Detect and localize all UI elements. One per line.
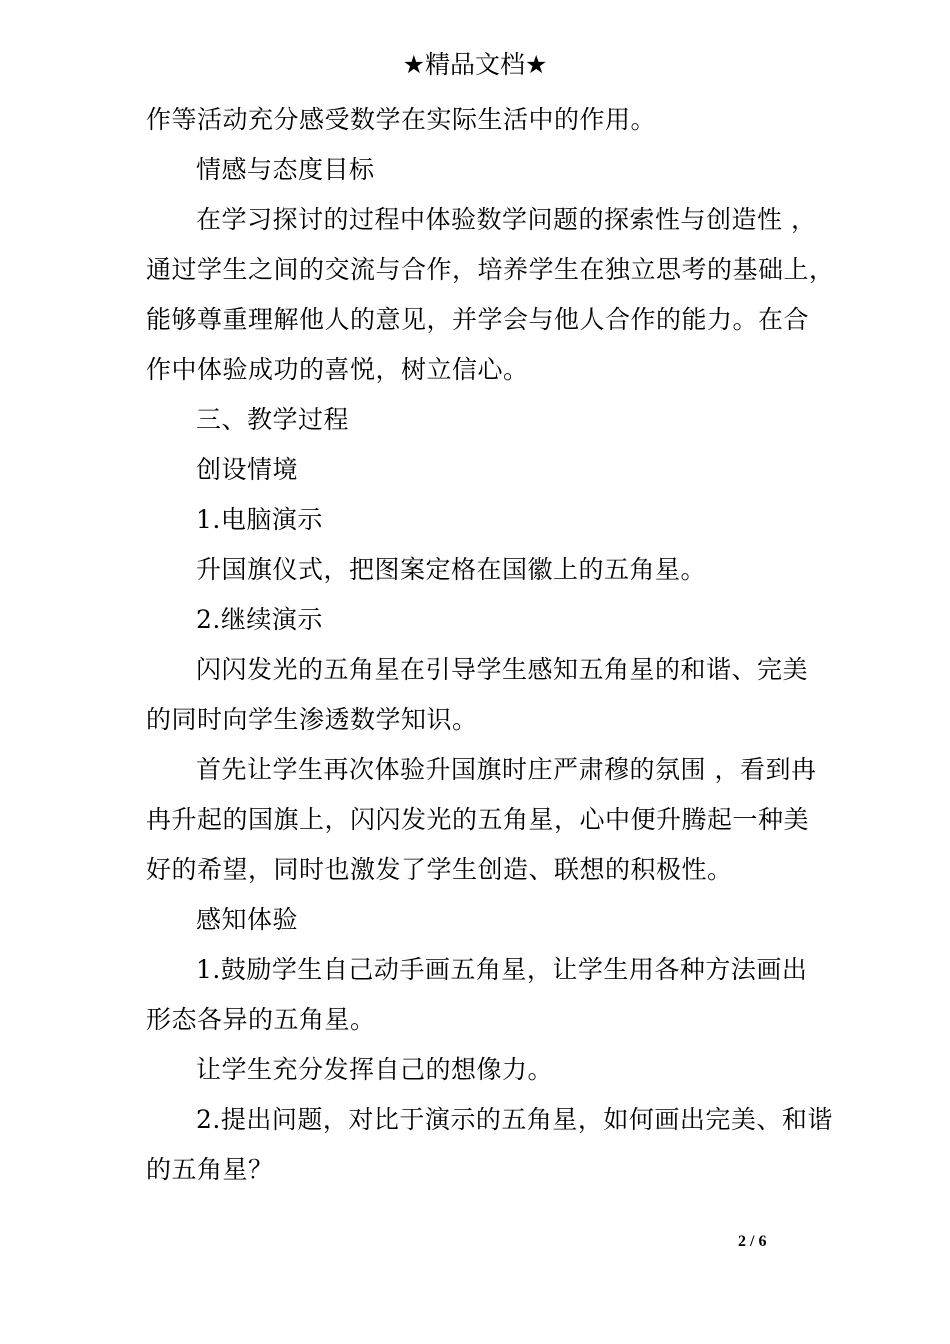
text-line: 冉升起的国旗上，闪闪发光的五角星，心中便升腾起一种美 bbox=[146, 805, 810, 834]
text-line: 在学习探讨的过程中体验数学问题的探索性与创造性 ， bbox=[196, 205, 817, 234]
text-line: 的五角星？ bbox=[146, 1155, 274, 1184]
document-body bbox=[146, 95, 835, 1195]
section-heading: 感知体验 bbox=[196, 905, 299, 934]
text-line: 通过学生之间的交流与合作，培养学生在独立思考的基础上， bbox=[146, 255, 835, 284]
section-heading: 三、教学过程 bbox=[196, 405, 350, 434]
text-line: 闪闪发光的五角星在引导学生感知五角星的和谐、完美 bbox=[196, 655, 809, 684]
text-line: 让学生充分发挥自己的想像力。 bbox=[196, 1055, 554, 1084]
section-heading: 创设情境 bbox=[196, 455, 299, 484]
list-item: 2.继续演示 bbox=[196, 605, 323, 634]
text-line: 首先让学生再次体验升国旗时庄严肃穆的氛围 ，看到冉 bbox=[196, 755, 817, 784]
list-item: 1.鼓励学生自己动手画五角星，让学生用各种方法画出 bbox=[196, 955, 808, 984]
section-heading: 情感与态度目标 bbox=[196, 155, 375, 184]
text-line: 的同时向学生渗透数学知识。 bbox=[146, 705, 478, 734]
text-line: 好的希望，同时也激发了学生创造、联想的积极性。 bbox=[146, 855, 733, 884]
text-line: 作中体验成功的喜悦，树立信心。 bbox=[146, 355, 529, 384]
list-item: 2.提出问题，对比于演示的五角星，如何画出完美、和谐 bbox=[196, 1105, 833, 1134]
document-header-title: ★精品文档★ bbox=[402, 50, 548, 79]
text-line: 升国旗仪式，把图案定格在国徽上的五角星。 bbox=[196, 555, 707, 584]
text-line: 作等活动充分感受数学在实际生活中的作用。 bbox=[146, 105, 657, 134]
list-item: 1.电脑演示 bbox=[196, 505, 323, 534]
text-line: 能够尊重理解他人的意见，并学会与他人合作的能力。在合 bbox=[146, 305, 810, 334]
page-number: 2 / 6 bbox=[738, 1233, 767, 1250]
text-line: 形态各异的五角星。 bbox=[146, 1005, 376, 1034]
